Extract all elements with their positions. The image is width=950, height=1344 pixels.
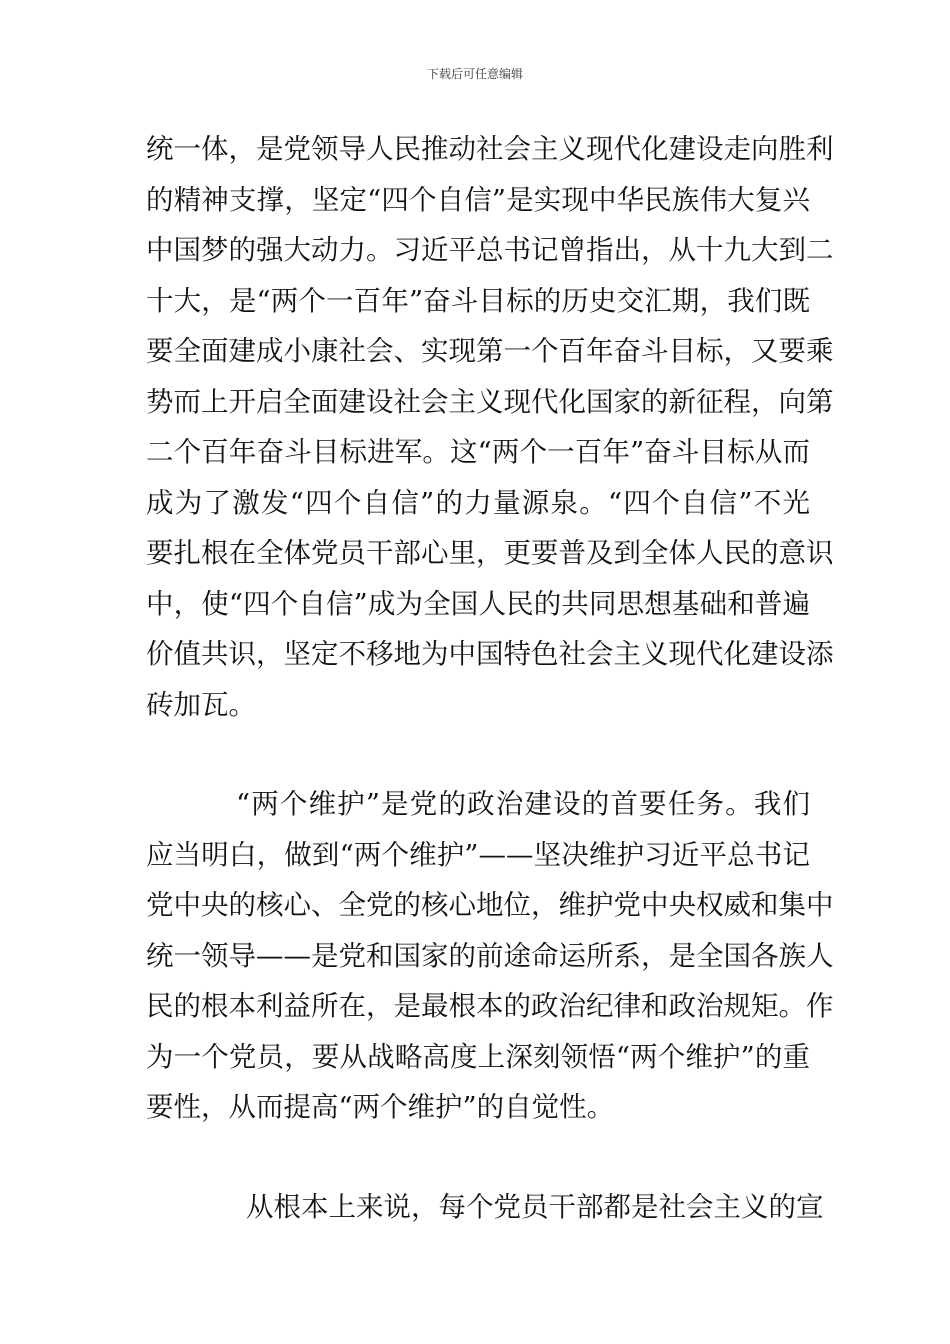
page-header: 下载后可任意编辑: [426, 67, 523, 81]
text-line: 二个百年奋斗目标进军。这“两个一百年”奋斗目标从而: [146, 436, 810, 468]
paragraph: [146, 779, 834, 1133]
text-line: 十大，是“两个一百年”奋斗目标的历史交汇期，我们既: [146, 284, 810, 317]
text-line: 应当明白，做到“两个维护”——坚决维护习近平总书记: [146, 838, 810, 871]
text-line: “两个维护”是党的政治建设的首要任务。我们: [236, 788, 810, 820]
text-line: 统一领导——是党和国家的前途命运所系，是全国各族人: [146, 939, 834, 972]
text-line: 从根本上来说，每个党员干部都是社会主义的宣: [246, 1190, 824, 1223]
text-line: 统一体，是党领导人民推动社会主义现代化建设走向胜利: [146, 133, 834, 165]
paragraph-spacer: [146, 1133, 810, 1182]
paragraph-spacer: [146, 730, 810, 779]
text-line: 中，使“四个自信”成为全国人民的共同思想基础和普遍: [146, 587, 810, 620]
text-line: 要扎根在全体党员干部心里，更要普及到全体人民的意识: [146, 537, 834, 569]
text-line: 要性，从而提高“两个维护”的自觉性。: [146, 1091, 615, 1123]
text-line: 砖加瓦。: [146, 688, 256, 721]
document-body: [146, 124, 834, 1232]
text-line: 党中央的核心、全党的核心地位，维护党中央权威和集中: [146, 889, 834, 921]
paragraph: [146, 1182, 824, 1233]
text-line: 成为了激发“四个自信”的力量源泉。“四个自信”不光: [146, 486, 810, 519]
text-line: 要全面建成小康社会、实现第一个百年奋斗目标，又要乘: [146, 335, 834, 367]
text-line: 中国梦的强大动力。习近平总书记曾指出，从十九大到二: [146, 234, 834, 266]
text-line: 价值共识，坚定不移地为中国特色社会主义现代化建设添: [146, 638, 834, 670]
paragraph: [146, 124, 834, 730]
text-line: 为一个党员，要从战略高度上深刻领悟“两个维护”的重: [146, 1040, 810, 1073]
text-line: 民的根本利益所在，是最根本的政治纪律和政治规矩。作: [146, 990, 834, 1022]
text-line: 势而上开启全面建设社会主义现代化国家的新征程，向第: [146, 385, 834, 418]
text-line: 的精神支撑，坚定“四个自信”是实现中华民族伟大复兴: [146, 183, 810, 216]
